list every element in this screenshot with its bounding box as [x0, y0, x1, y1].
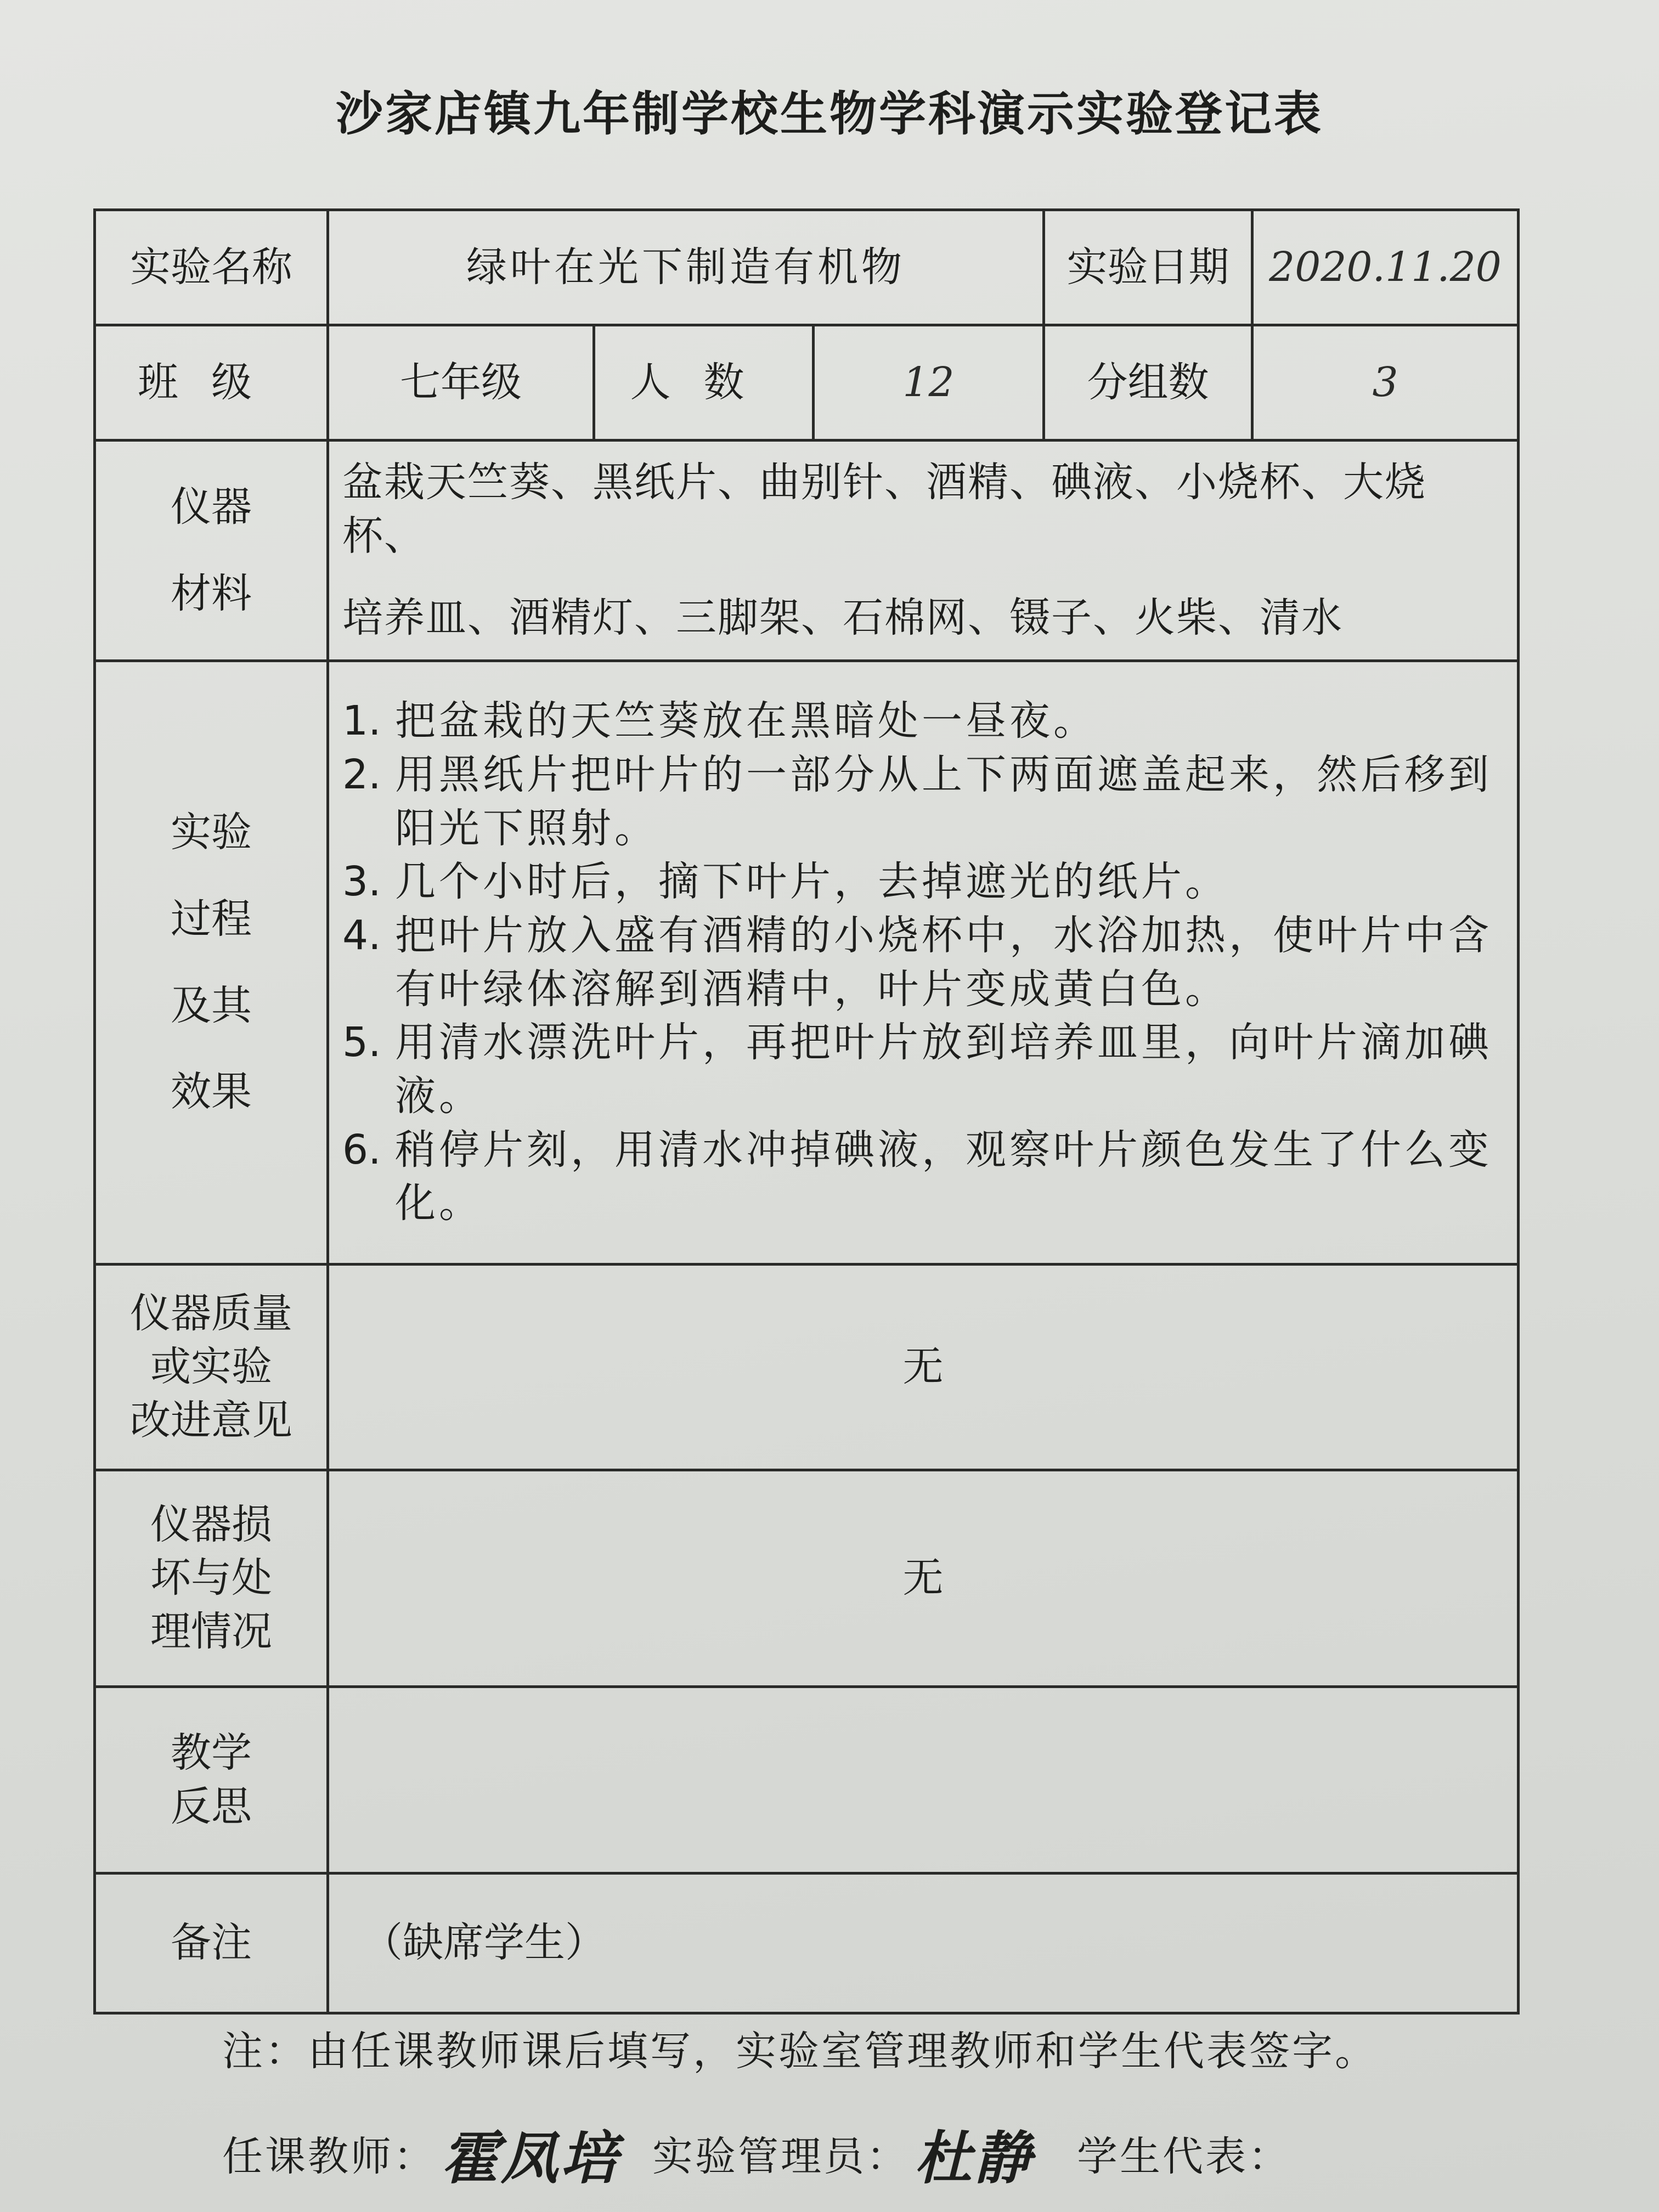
remarks-label: 备注	[95, 1874, 328, 2013]
reflection-value	[328, 1687, 1519, 1874]
row-experiment-name	[95, 210, 1519, 325]
quality-label: 仪器质量 或实验 改进意见	[95, 1265, 328, 1470]
student-count-value: 12	[814, 325, 1044, 441]
materials-list	[328, 441, 1519, 661]
experiment-name-value: 绿叶在光下制造有机物	[328, 210, 1044, 325]
row-quality	[95, 1265, 1519, 1470]
signature-line	[222, 2112, 1566, 2194]
experiment-name-label: 实验名称	[95, 210, 328, 325]
row-damage	[95, 1470, 1519, 1687]
damage-label: 仪器损 坏与处 理情况	[95, 1470, 328, 1687]
page-title: 沙家店镇九年制学校生物学科演示实验登记表	[336, 87, 1323, 142]
group-count-label: 分组数	[1044, 325, 1252, 441]
class-value: 七年级	[328, 325, 594, 441]
process-step: 5. 用清水漂洗叶片，再把叶片放到培养皿里，向叶片滴加碘液。	[342, 1019, 1492, 1120]
student-count-label: 人数	[594, 325, 814, 441]
footnote: 注：由任课教师课后填写，实验室管理教师和学生代表签字。	[222, 2028, 1378, 2075]
materials-line: 培养皿、酒精灯、三脚架、石棉网、镊子、火柴、清水	[342, 594, 1343, 642]
process-label: 实验 过程 及其 效果	[95, 661, 328, 1265]
admin-label: 实验管理员：	[652, 2133, 910, 2180]
row-reflection	[95, 1687, 1519, 1874]
damage-value: 无	[328, 1470, 1519, 1687]
teacher-signature: 霍凤培	[442, 2124, 620, 2192]
row-materials	[95, 441, 1519, 661]
materials-label: 仪器 材料	[95, 441, 328, 661]
group-count-value: 3	[1252, 325, 1519, 441]
admin-signature: 杜静	[915, 2124, 1034, 2192]
experiment-date-label: 实验日期	[1044, 210, 1252, 325]
process-step: 2. 用黑纸片把叶片的一部分从上下两面遮盖起来，然后移到阳光下照射。	[342, 751, 1492, 852]
materials-line: 盆栽天竺葵、黑纸片、曲别针、酒精、碘液、小烧杯、大烧杯、	[342, 459, 1426, 560]
student-label: 学生代表：	[1077, 2133, 1291, 2180]
row-process	[95, 661, 1519, 1265]
quality-value: 无	[328, 1265, 1519, 1470]
row-remarks	[95, 1874, 1519, 2013]
remarks-value: （缺席学生）	[328, 1874, 1519, 2013]
process-step: 3. 几个小时后，摘下叶片，去掉遮光的纸片。	[342, 858, 1229, 906]
class-label: 班级	[95, 325, 328, 441]
row-class-info	[95, 325, 1519, 441]
teacher-label: 任课教师：	[222, 2133, 436, 2180]
process-steps	[328, 661, 1519, 1265]
process-step: 1. 把盆栽的天竺葵放在黑暗处一昼夜。	[342, 697, 1097, 745]
registration-form	[93, 208, 1520, 2015]
process-step: 4. 把叶片放入盛有酒精的小烧杯中，水浴加热，使叶片中含有叶绿体溶解到酒精中，叶片变成黄白色。	[342, 911, 1492, 1013]
reflection-label: 教学 反思	[95, 1687, 328, 1874]
experiment-date-value: 2020.11.20	[1252, 210, 1519, 325]
process-step: 6. 稍停片刻，用清水冲掉碘液，观察叶片颜色发生了什么变化。	[342, 1126, 1492, 1227]
